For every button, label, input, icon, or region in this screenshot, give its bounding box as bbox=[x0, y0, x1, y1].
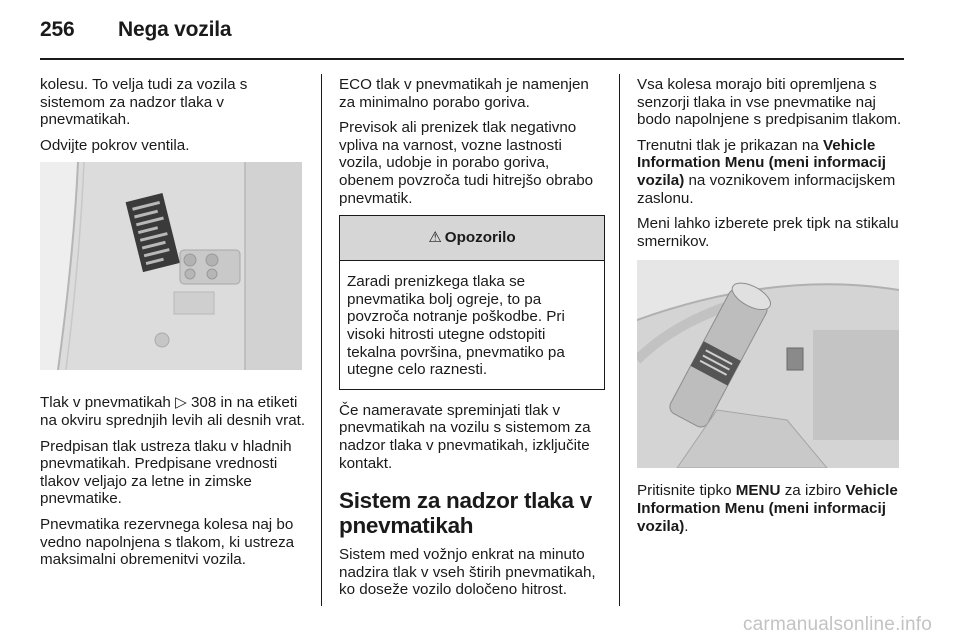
warning-title: Opozorilo bbox=[444, 229, 516, 247]
page-number: 256 bbox=[40, 18, 75, 41]
page-header bbox=[40, 18, 231, 42]
paragraph: Pnevmatika rezervnega kolesa naj bo vedno napolnjena s tlakom, ki ustreza maksimalni obremenitvi vozila. bbox=[40, 515, 295, 569]
paragraph: ECO tlak v pnevmatikah je namenjen za minimalno porabo goriva. bbox=[339, 76, 589, 111]
warning-triangle-icon: ⚠ bbox=[428, 229, 442, 247]
paragraph: kolesu. To velja tudi za vozila s sistemom za nadzor tlaka v pnevmatikah. bbox=[40, 76, 248, 129]
warning-body: Zaradi prenizkega tlaka se pnevmatika bolj ogreje, to pa povzroča notranje poškodbe. Pri visoki hitrosti utegne odstopiti tekalna površina, pnevmatiko pa utegne celo raznesti. bbox=[347, 273, 565, 379]
paragraph: Previsok ali prenizek tlak negativno vpliva na varnost, vozne lastnosti vozila, udobje in porabo goriva, obenem povzroča tudi hitrejšo obrabo pnevmatik. bbox=[339, 119, 594, 207]
door-frame-label-image bbox=[40, 162, 302, 370]
paragraph: Predpisan tlak ustreza tlaku v hladnih pnevmatikah. Predpisane vrednosti tlakov veljajo za letne in zimske pnevmatike. bbox=[40, 437, 292, 508]
header-rule bbox=[40, 58, 904, 60]
paragraph: Sistem med vožnjo enkrat na minuto nadzira tlak v vseh štirih pnevmatikah, ko doseže vozilo določeno hitrost. bbox=[339, 546, 596, 599]
column-3 bbox=[637, 76, 905, 543]
page-title: Nega vozila bbox=[118, 18, 232, 41]
column-1 bbox=[40, 76, 308, 577]
paragraph: Če nameravate spreminjati tlak v pnevmatikah na vozilu s sistemom za nadzor tlaka v pnevmatikah, izključite kontakt. bbox=[339, 401, 591, 472]
turn-signal-stalk-image bbox=[637, 260, 899, 468]
page-reference-icon: ▷ bbox=[175, 394, 187, 412]
paragraph: Odvijte pokrov ventila. bbox=[40, 136, 190, 154]
column-divider-2 bbox=[619, 74, 620, 606]
warning-box bbox=[339, 215, 605, 390]
paragraph: Vsa kolesa morajo biti opremljena s senzorji tlaka in vse pnevmatike naj bodo napolnjene s predpisanim tlakom. bbox=[637, 76, 902, 129]
paragraph: Meni lahko izberete prek tipk na stikalu smernikov. bbox=[637, 215, 899, 250]
warning-header bbox=[340, 216, 604, 261]
section-title: Sistem za nadzor tlaka v pnevmatikah bbox=[339, 488, 592, 539]
paragraph-tire-pressure-ref: Tlak v pnevmatikah ▷ 308 in na etiketi na okviru sprednjih levih ali desnih vrat. bbox=[40, 394, 306, 429]
paragraph-menu-button: Pritisnite tipko MENU za izbiro Vehicle Information Menu (meni informacij vozila). bbox=[637, 482, 898, 535]
column-2 bbox=[339, 76, 605, 607]
column-divider-1 bbox=[321, 74, 322, 606]
paragraph-vehicle-menu: Trenutni tlak je prikazan na Vehicle Information Menu (meni informacij vozila) na voznikovem informacijskem zaslonu. bbox=[637, 136, 896, 207]
watermark: carmanualsonline.info bbox=[742, 614, 932, 635]
door-frame-illustration bbox=[40, 162, 302, 370]
turn-signal-stalk-illustration bbox=[637, 260, 899, 468]
